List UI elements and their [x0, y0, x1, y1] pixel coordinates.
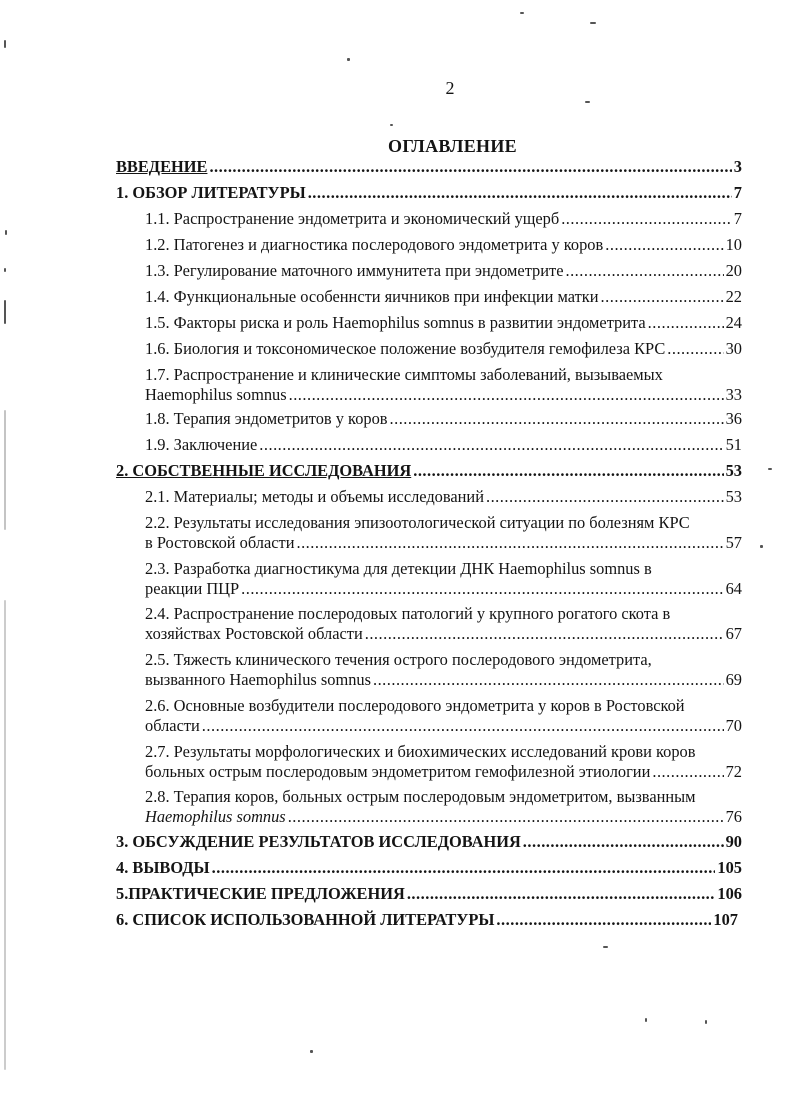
toc-entry-page: 51: [725, 435, 742, 454]
toc-entry-page: 10: [725, 235, 742, 254]
toc-entry-title-cont: больных острым послеродовым эндометритом гемофилезной этиологии: [145, 762, 651, 781]
toc-entry: [145, 487, 742, 507]
page-number: 2: [445, 78, 455, 98]
toc-entry-page: 90: [725, 832, 742, 851]
toc-entry-title: 2.1. Материалы; методы и объемы исследований: [145, 487, 484, 506]
toc-entry-title-cont: хозяйствах Ростовской области: [145, 624, 363, 643]
toc-entry-title: 1.6. Биология и токсономическое положение возбудителя гемофилеза КРС: [145, 339, 666, 358]
toc-entry-title: 2.8. Терапия коров, больных острым послеродовым эндометритом, вызванным: [145, 787, 696, 806]
toc-entry: [116, 157, 742, 177]
leader-dots: [407, 884, 716, 904]
toc-entry-title-cont: вызванного Haemophilus somnus: [145, 670, 371, 689]
toc-entry: [145, 650, 742, 690]
toc-entry-title: 4. ВЫВОДЫ: [116, 858, 210, 877]
toc-entry-page: 105: [717, 858, 742, 877]
leader-dots: [652, 762, 723, 782]
toc-entry-title: 2.6. Основные возбудители послеродового эндометрита у коров в Ростовской: [145, 696, 685, 715]
toc-entry-page: 7: [733, 183, 742, 202]
toc-entry: [145, 696, 742, 736]
toc-entry-page: 106: [717, 884, 742, 903]
toc-entry-page: 20: [725, 261, 742, 280]
toc-entry-title: 1.7. Распространение и клинические симптомы заболеваний, вызываемых: [145, 365, 663, 384]
toc-entry-page: 22: [725, 287, 742, 306]
leader-dots: [241, 579, 723, 599]
toc-entry-page: 7: [733, 209, 742, 228]
toc-entry-title: 3. ОБСУЖДЕНИЕ РЕЗУЛЬТАТОВ ИССЛЕДОВАНИЯ: [116, 832, 521, 851]
toc-entry-title: 1.1. Распространение эндометрита и экономический ущерб: [145, 209, 560, 228]
toc-entry-title: 1.8. Терапия эндометритов у коров: [145, 409, 388, 428]
leader-dots: [667, 339, 723, 359]
toc-entry-page: 33: [725, 385, 742, 404]
toc-entry-title: 2. СОБСТВЕННЫЕ ИССЛЕДОВАНИЯ: [116, 461, 412, 480]
leader-dots: [390, 409, 724, 429]
toc-entry-page: 30: [725, 339, 742, 358]
toc-entry: [145, 287, 742, 307]
toc-entry-page: 64: [725, 579, 742, 598]
toc-entry: [145, 435, 742, 455]
toc-entry-page: 107: [713, 910, 738, 929]
leader-dots: [259, 435, 723, 455]
leader-dots: [413, 461, 723, 481]
toc-entry: [145, 513, 742, 553]
toc-entry-title: ВВЕДЕНИЕ: [116, 157, 208, 176]
toc-entry-page: 57: [725, 533, 742, 552]
leader-dots: [212, 858, 716, 878]
leader-dots: [561, 209, 732, 229]
leader-dots: [601, 287, 724, 307]
leader-dots: [288, 807, 724, 827]
toc-entry-page: 3: [733, 157, 742, 176]
toc-title: ОГЛАВЛЕНИЕ: [388, 136, 517, 156]
toc-entry-page: 67: [725, 624, 742, 643]
toc-entry-title: 1.2. Патогенез и диагностика послеродового эндометрита у коров: [145, 235, 604, 254]
toc-entry: [116, 832, 742, 852]
toc-entry-title: 1.4. Функциональные особеннсти яичников при инфекции матки: [145, 287, 599, 306]
toc-entry-title: 2.7. Результаты морфологических и биохимических исследований крови коров: [145, 742, 696, 761]
leader-dots: [605, 235, 723, 255]
toc-entry: [116, 461, 742, 481]
toc-entry-title: 2.4. Распространение послеродовых патологий у крупного рогатого скота в: [145, 604, 671, 623]
toc-entry: [145, 365, 742, 405]
toc-entry: [145, 339, 742, 359]
toc-entry-page: 36: [725, 409, 742, 428]
toc-entry: [145, 209, 742, 229]
leader-dots: [308, 183, 732, 203]
leader-dots: [486, 487, 724, 507]
toc-entry-title: 2.2. Результаты исследования эпизоотологической ситуации по болезням КРС: [145, 513, 690, 532]
toc-entry-page: 72: [725, 762, 742, 781]
toc-entry-title: 1. ОБЗОР ЛИТЕРАТУРЫ: [116, 183, 306, 202]
toc-entry-page: 69: [725, 670, 742, 689]
toc-entry-title: 1.9. Заключение: [145, 435, 258, 454]
toc-entry: [145, 235, 742, 255]
leader-dots: [648, 313, 724, 333]
toc-entry-page: 53: [725, 461, 742, 480]
toc-entry-title: 6. СПИСОК ИСПОЛЬЗОВАННОЙ ЛИТЕРАТУРЫ: [116, 910, 495, 929]
toc-entry: [116, 884, 742, 904]
leader-dots: [209, 157, 731, 177]
toc-entry: [145, 409, 742, 429]
toc-entry-title-cont: в Ростовской области: [145, 533, 295, 552]
toc-entry-page: 24: [725, 313, 742, 332]
toc-entry: [145, 261, 742, 281]
toc-entry-title-cont: Haemophilus somnus: [145, 807, 286, 826]
toc-entry-title: 1.5. Факторы риска и роль Haemophilus somnus в развитии эндометрита: [145, 313, 646, 332]
toc-entry: [116, 858, 742, 878]
leader-dots: [373, 670, 724, 690]
toc-entry-title: 2.3. Разработка диагностикума для детекции ДНК Haemophilus somnus в: [145, 559, 652, 578]
leader-dots: [202, 716, 724, 736]
toc-entry-title: 2.5. Тяжесть клинического течения острого послеродового эндометрита,: [145, 650, 652, 669]
toc-entry: [145, 604, 742, 644]
toc-entry-page: 76: [725, 807, 742, 826]
toc-entry: [145, 742, 742, 782]
toc-entry-title-cont: области: [145, 716, 200, 735]
leader-dots: [565, 261, 723, 281]
toc-entry: [145, 559, 742, 599]
leader-dots: [296, 533, 723, 553]
toc-entry-title-cont: Haemophilus somnus: [145, 385, 287, 404]
leader-dots: [365, 624, 724, 644]
leader-dots: [289, 385, 724, 405]
toc-entry-page: 53: [725, 487, 742, 506]
toc-entry-page: 70: [725, 716, 742, 735]
toc-entry: [116, 910, 738, 930]
toc-entry-title: 1.3. Регулирование маточного иммунитета при эндометрите: [145, 261, 564, 280]
toc-entry: [145, 313, 742, 333]
toc-entry-title-cont: реакции ПЦР: [145, 579, 240, 598]
toc-entry-title: 5.ПРАКТИЧЕСКИЕ ПРЕДЛОЖЕНИЯ: [116, 884, 405, 903]
leader-dots: [523, 832, 724, 852]
leader-dots: [496, 910, 711, 930]
toc-entry: [116, 183, 742, 203]
toc-entry: [145, 787, 742, 827]
